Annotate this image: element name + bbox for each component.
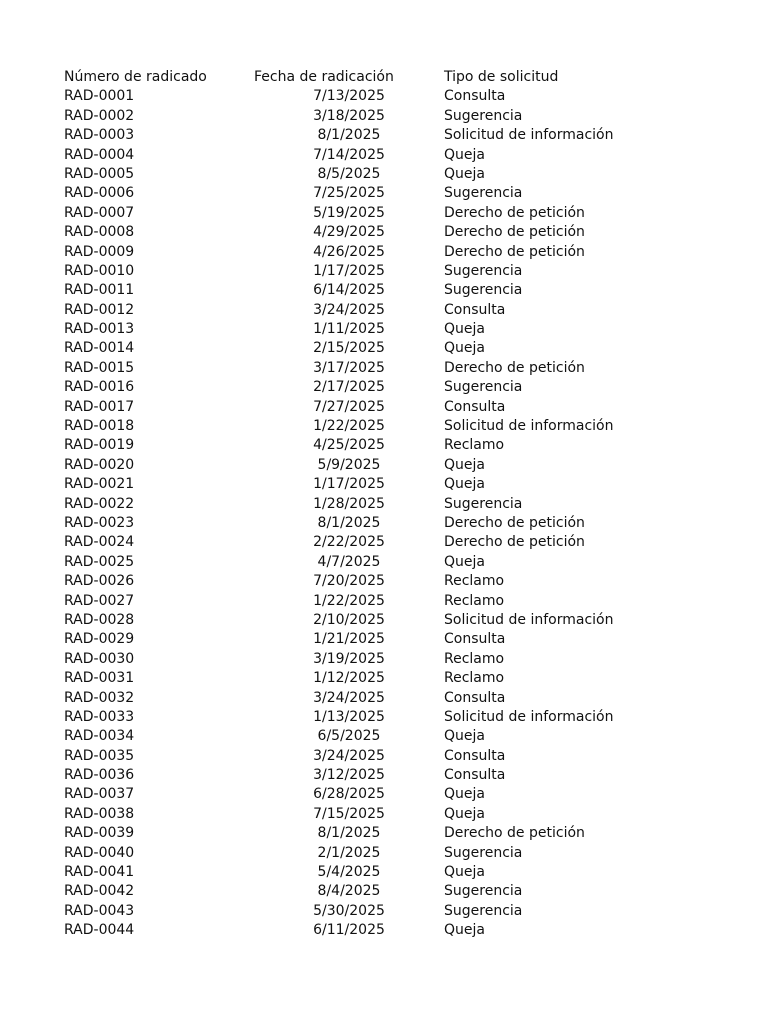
cell-tipo: Solicitud de información xyxy=(444,611,614,628)
table-row xyxy=(64,863,664,882)
cell-numero: RAD-0031 xyxy=(64,670,135,687)
cell-numero: RAD-0038 xyxy=(64,805,135,822)
cell-tipo: Queja xyxy=(444,805,485,822)
cell-fecha: 3/17/2025 xyxy=(313,359,385,376)
cell-fecha: 1/22/2025 xyxy=(313,592,385,609)
header-tipo: Tipo de solicitud xyxy=(444,69,559,85)
cell-numero: RAD-0023 xyxy=(64,514,135,531)
cell-numero: RAD-0025 xyxy=(64,553,135,570)
table-row xyxy=(64,727,664,746)
cell-numero: RAD-0013 xyxy=(64,321,135,338)
cell-tipo: Solicitud de información xyxy=(444,418,614,435)
cell-numero: RAD-0008 xyxy=(64,224,135,241)
cell-fecha: 7/20/2025 xyxy=(313,573,385,590)
cell-tipo: Consulta xyxy=(444,767,506,784)
cell-fecha: 4/25/2025 xyxy=(313,437,385,454)
table-row xyxy=(64,533,664,552)
table-row xyxy=(64,456,664,475)
cell-tipo: Reclamo xyxy=(444,670,505,687)
cell-numero: RAD-0026 xyxy=(64,573,135,590)
cell-tipo: Consulta xyxy=(444,88,506,105)
cell-fecha: 6/28/2025 xyxy=(313,786,385,803)
table-row xyxy=(64,301,664,320)
table-row xyxy=(64,630,664,649)
cell-numero: RAD-0028 xyxy=(64,611,135,628)
table-row xyxy=(64,669,664,688)
table-row xyxy=(64,921,664,940)
table-row xyxy=(64,262,664,281)
cell-fecha: 7/27/2025 xyxy=(313,398,385,415)
cell-numero: RAD-0011 xyxy=(64,282,135,299)
cell-numero: RAD-0002 xyxy=(64,107,135,124)
cell-numero: RAD-0006 xyxy=(64,185,135,202)
table-row xyxy=(64,495,664,514)
cell-tipo: Queja xyxy=(444,321,485,338)
table-row xyxy=(64,572,664,591)
cell-tipo: Sugerencia xyxy=(444,902,523,919)
cell-tipo: Queja xyxy=(444,165,485,182)
cell-fecha: 5/4/2025 xyxy=(317,864,381,881)
cell-tipo: Consulta xyxy=(444,631,506,648)
cell-numero: RAD-0001 xyxy=(64,88,135,105)
table-row xyxy=(64,902,664,921)
cell-tipo: Derecho de petición xyxy=(444,534,585,551)
header-row xyxy=(64,68,664,87)
table-row xyxy=(64,281,664,300)
cell-fecha: 1/28/2025 xyxy=(313,495,385,512)
cell-fecha: 4/29/2025 xyxy=(313,224,385,241)
cell-numero: RAD-0032 xyxy=(64,689,135,706)
cell-fecha: 6/5/2025 xyxy=(317,728,381,745)
cell-tipo: Sugerencia xyxy=(444,107,523,124)
cell-tipo: Sugerencia xyxy=(444,262,523,279)
table-row xyxy=(64,378,664,397)
table-row xyxy=(64,107,664,126)
table-row xyxy=(64,650,664,669)
table-row xyxy=(64,747,664,766)
table-row xyxy=(64,805,664,824)
table-row xyxy=(64,165,664,184)
cell-fecha: 1/17/2025 xyxy=(313,262,385,279)
cell-numero: RAD-0022 xyxy=(64,495,135,512)
cell-numero: RAD-0010 xyxy=(64,262,135,279)
header-numero: Número de radicado xyxy=(64,69,207,85)
cell-tipo: Queja xyxy=(444,146,485,163)
cell-numero: RAD-0007 xyxy=(64,204,135,221)
cell-numero: RAD-0005 xyxy=(64,165,135,182)
table-row xyxy=(64,243,664,262)
cell-numero: RAD-0042 xyxy=(64,883,135,900)
cell-tipo: Sugerencia xyxy=(444,495,523,512)
cell-fecha: 7/15/2025 xyxy=(313,805,385,822)
cell-numero: RAD-0027 xyxy=(64,592,135,609)
cell-tipo: Queja xyxy=(444,922,485,939)
cell-numero: RAD-0035 xyxy=(64,747,135,764)
cell-fecha: 1/21/2025 xyxy=(313,631,385,648)
cell-fecha: 2/15/2025 xyxy=(313,340,385,357)
cell-fecha: 2/10/2025 xyxy=(313,611,385,628)
cell-tipo: Reclamo xyxy=(444,592,505,609)
cell-fecha: 3/18/2025 xyxy=(313,107,385,124)
table-row xyxy=(64,689,664,708)
cell-fecha: 5/19/2025 xyxy=(313,204,385,221)
cell-fecha: 2/22/2025 xyxy=(313,534,385,551)
cell-fecha: 1/12/2025 xyxy=(313,670,385,687)
cell-tipo: Queja xyxy=(444,864,485,881)
cell-tipo: Queja xyxy=(444,786,485,803)
cell-tipo: Reclamo xyxy=(444,650,505,667)
table-row xyxy=(64,417,664,436)
cell-numero: RAD-0034 xyxy=(64,728,135,745)
cell-numero: RAD-0030 xyxy=(64,650,135,667)
table-row xyxy=(64,708,664,727)
cell-fecha: 8/1/2025 xyxy=(317,825,381,842)
cell-fecha: 6/11/2025 xyxy=(313,922,385,939)
cell-fecha: 8/5/2025 xyxy=(317,165,381,182)
cell-numero: RAD-0017 xyxy=(64,398,135,415)
table-row xyxy=(64,184,664,203)
cell-tipo: Queja xyxy=(444,553,485,570)
cell-fecha: 2/17/2025 xyxy=(313,379,385,396)
cell-numero: RAD-0020 xyxy=(64,456,135,473)
cell-numero: RAD-0024 xyxy=(64,534,135,551)
cell-numero: RAD-0014 xyxy=(64,340,135,357)
cell-tipo: Derecho de petición xyxy=(444,243,585,260)
table-row xyxy=(64,514,664,533)
cell-fecha: 1/11/2025 xyxy=(313,321,385,338)
cell-tipo: Consulta xyxy=(444,689,506,706)
cell-fecha: 7/25/2025 xyxy=(313,185,385,202)
cell-fecha: 3/24/2025 xyxy=(313,689,385,706)
cell-tipo: Sugerencia xyxy=(444,185,523,202)
cell-numero: RAD-0021 xyxy=(64,476,135,493)
table-row xyxy=(64,882,664,901)
cell-fecha: 5/30/2025 xyxy=(313,902,385,919)
cell-numero: RAD-0043 xyxy=(64,902,135,919)
cell-tipo: Solicitud de información xyxy=(444,708,614,725)
cell-tipo: Derecho de petición xyxy=(444,224,585,241)
table-body xyxy=(64,87,664,940)
cell-numero: RAD-0018 xyxy=(64,418,135,435)
cell-numero: RAD-0037 xyxy=(64,786,135,803)
cell-tipo: Queja xyxy=(444,340,485,357)
cell-numero: RAD-0003 xyxy=(64,127,135,144)
cell-numero: RAD-0009 xyxy=(64,243,135,260)
cell-tipo: Solicitud de información xyxy=(444,127,614,144)
cell-fecha: 8/1/2025 xyxy=(317,127,381,144)
cell-numero: RAD-0012 xyxy=(64,301,135,318)
cell-numero: RAD-0004 xyxy=(64,146,135,163)
header-fecha: Fecha de radicación xyxy=(254,69,394,85)
cell-fecha: 3/19/2025 xyxy=(313,650,385,667)
table-row xyxy=(64,611,664,630)
table-row xyxy=(64,87,664,106)
cell-numero: RAD-0029 xyxy=(64,631,135,648)
cell-fecha: 7/14/2025 xyxy=(313,146,385,163)
cell-tipo: Sugerencia xyxy=(444,883,523,900)
cell-fecha: 1/13/2025 xyxy=(313,708,385,725)
cell-fecha: 8/4/2025 xyxy=(317,883,381,900)
cell-numero: RAD-0016 xyxy=(64,379,135,396)
cell-tipo: Queja xyxy=(444,456,485,473)
table-row xyxy=(64,436,664,455)
cell-tipo: Reclamo xyxy=(444,573,505,590)
cell-tipo: Reclamo xyxy=(444,437,505,454)
cell-numero: RAD-0039 xyxy=(64,825,135,842)
cell-tipo: Queja xyxy=(444,728,485,745)
cell-tipo: Derecho de petición xyxy=(444,204,585,221)
cell-fecha: 7/13/2025 xyxy=(313,88,385,105)
cell-tipo: Consulta xyxy=(444,398,506,415)
cell-numero: RAD-0044 xyxy=(64,922,135,939)
table-row xyxy=(64,398,664,417)
cell-fecha: 1/22/2025 xyxy=(313,418,385,435)
cell-fecha: 3/24/2025 xyxy=(313,301,385,318)
cell-fecha: 6/14/2025 xyxy=(313,282,385,299)
cell-tipo: Sugerencia xyxy=(444,379,523,396)
cell-numero: RAD-0041 xyxy=(64,864,135,881)
table-row xyxy=(64,339,664,358)
table-row xyxy=(64,785,664,804)
table-row xyxy=(64,475,664,494)
table-row xyxy=(64,844,664,863)
cell-tipo: Sugerencia xyxy=(444,282,523,299)
cell-fecha: 5/9/2025 xyxy=(317,456,381,473)
table-row xyxy=(64,320,664,339)
radicados-table xyxy=(64,68,664,941)
cell-tipo: Derecho de petición xyxy=(444,825,585,842)
table-row xyxy=(64,126,664,145)
table-row xyxy=(64,359,664,378)
cell-fecha: 1/17/2025 xyxy=(313,476,385,493)
cell-tipo: Sugerencia xyxy=(444,844,523,861)
cell-fecha: 3/24/2025 xyxy=(313,747,385,764)
table-row xyxy=(64,766,664,785)
table-row xyxy=(64,824,664,843)
cell-numero: RAD-0019 xyxy=(64,437,135,454)
table-row xyxy=(64,592,664,611)
table-row xyxy=(64,553,664,572)
cell-fecha: 3/12/2025 xyxy=(313,767,385,784)
cell-tipo: Queja xyxy=(444,476,485,493)
cell-tipo: Consulta xyxy=(444,747,506,764)
cell-numero: RAD-0015 xyxy=(64,359,135,376)
table-row xyxy=(64,204,664,223)
cell-fecha: 2/1/2025 xyxy=(317,844,381,861)
cell-fecha: 4/26/2025 xyxy=(313,243,385,260)
cell-numero: RAD-0036 xyxy=(64,767,135,784)
table-row xyxy=(64,223,664,242)
cell-tipo: Derecho de petición xyxy=(444,514,585,531)
cell-fecha: 8/1/2025 xyxy=(317,514,381,531)
cell-fecha: 4/7/2025 xyxy=(317,553,381,570)
table-row xyxy=(64,146,664,165)
cell-tipo: Derecho de petición xyxy=(444,359,585,376)
cell-numero: RAD-0040 xyxy=(64,844,135,861)
cell-numero: RAD-0033 xyxy=(64,708,135,725)
cell-tipo: Consulta xyxy=(444,301,506,318)
